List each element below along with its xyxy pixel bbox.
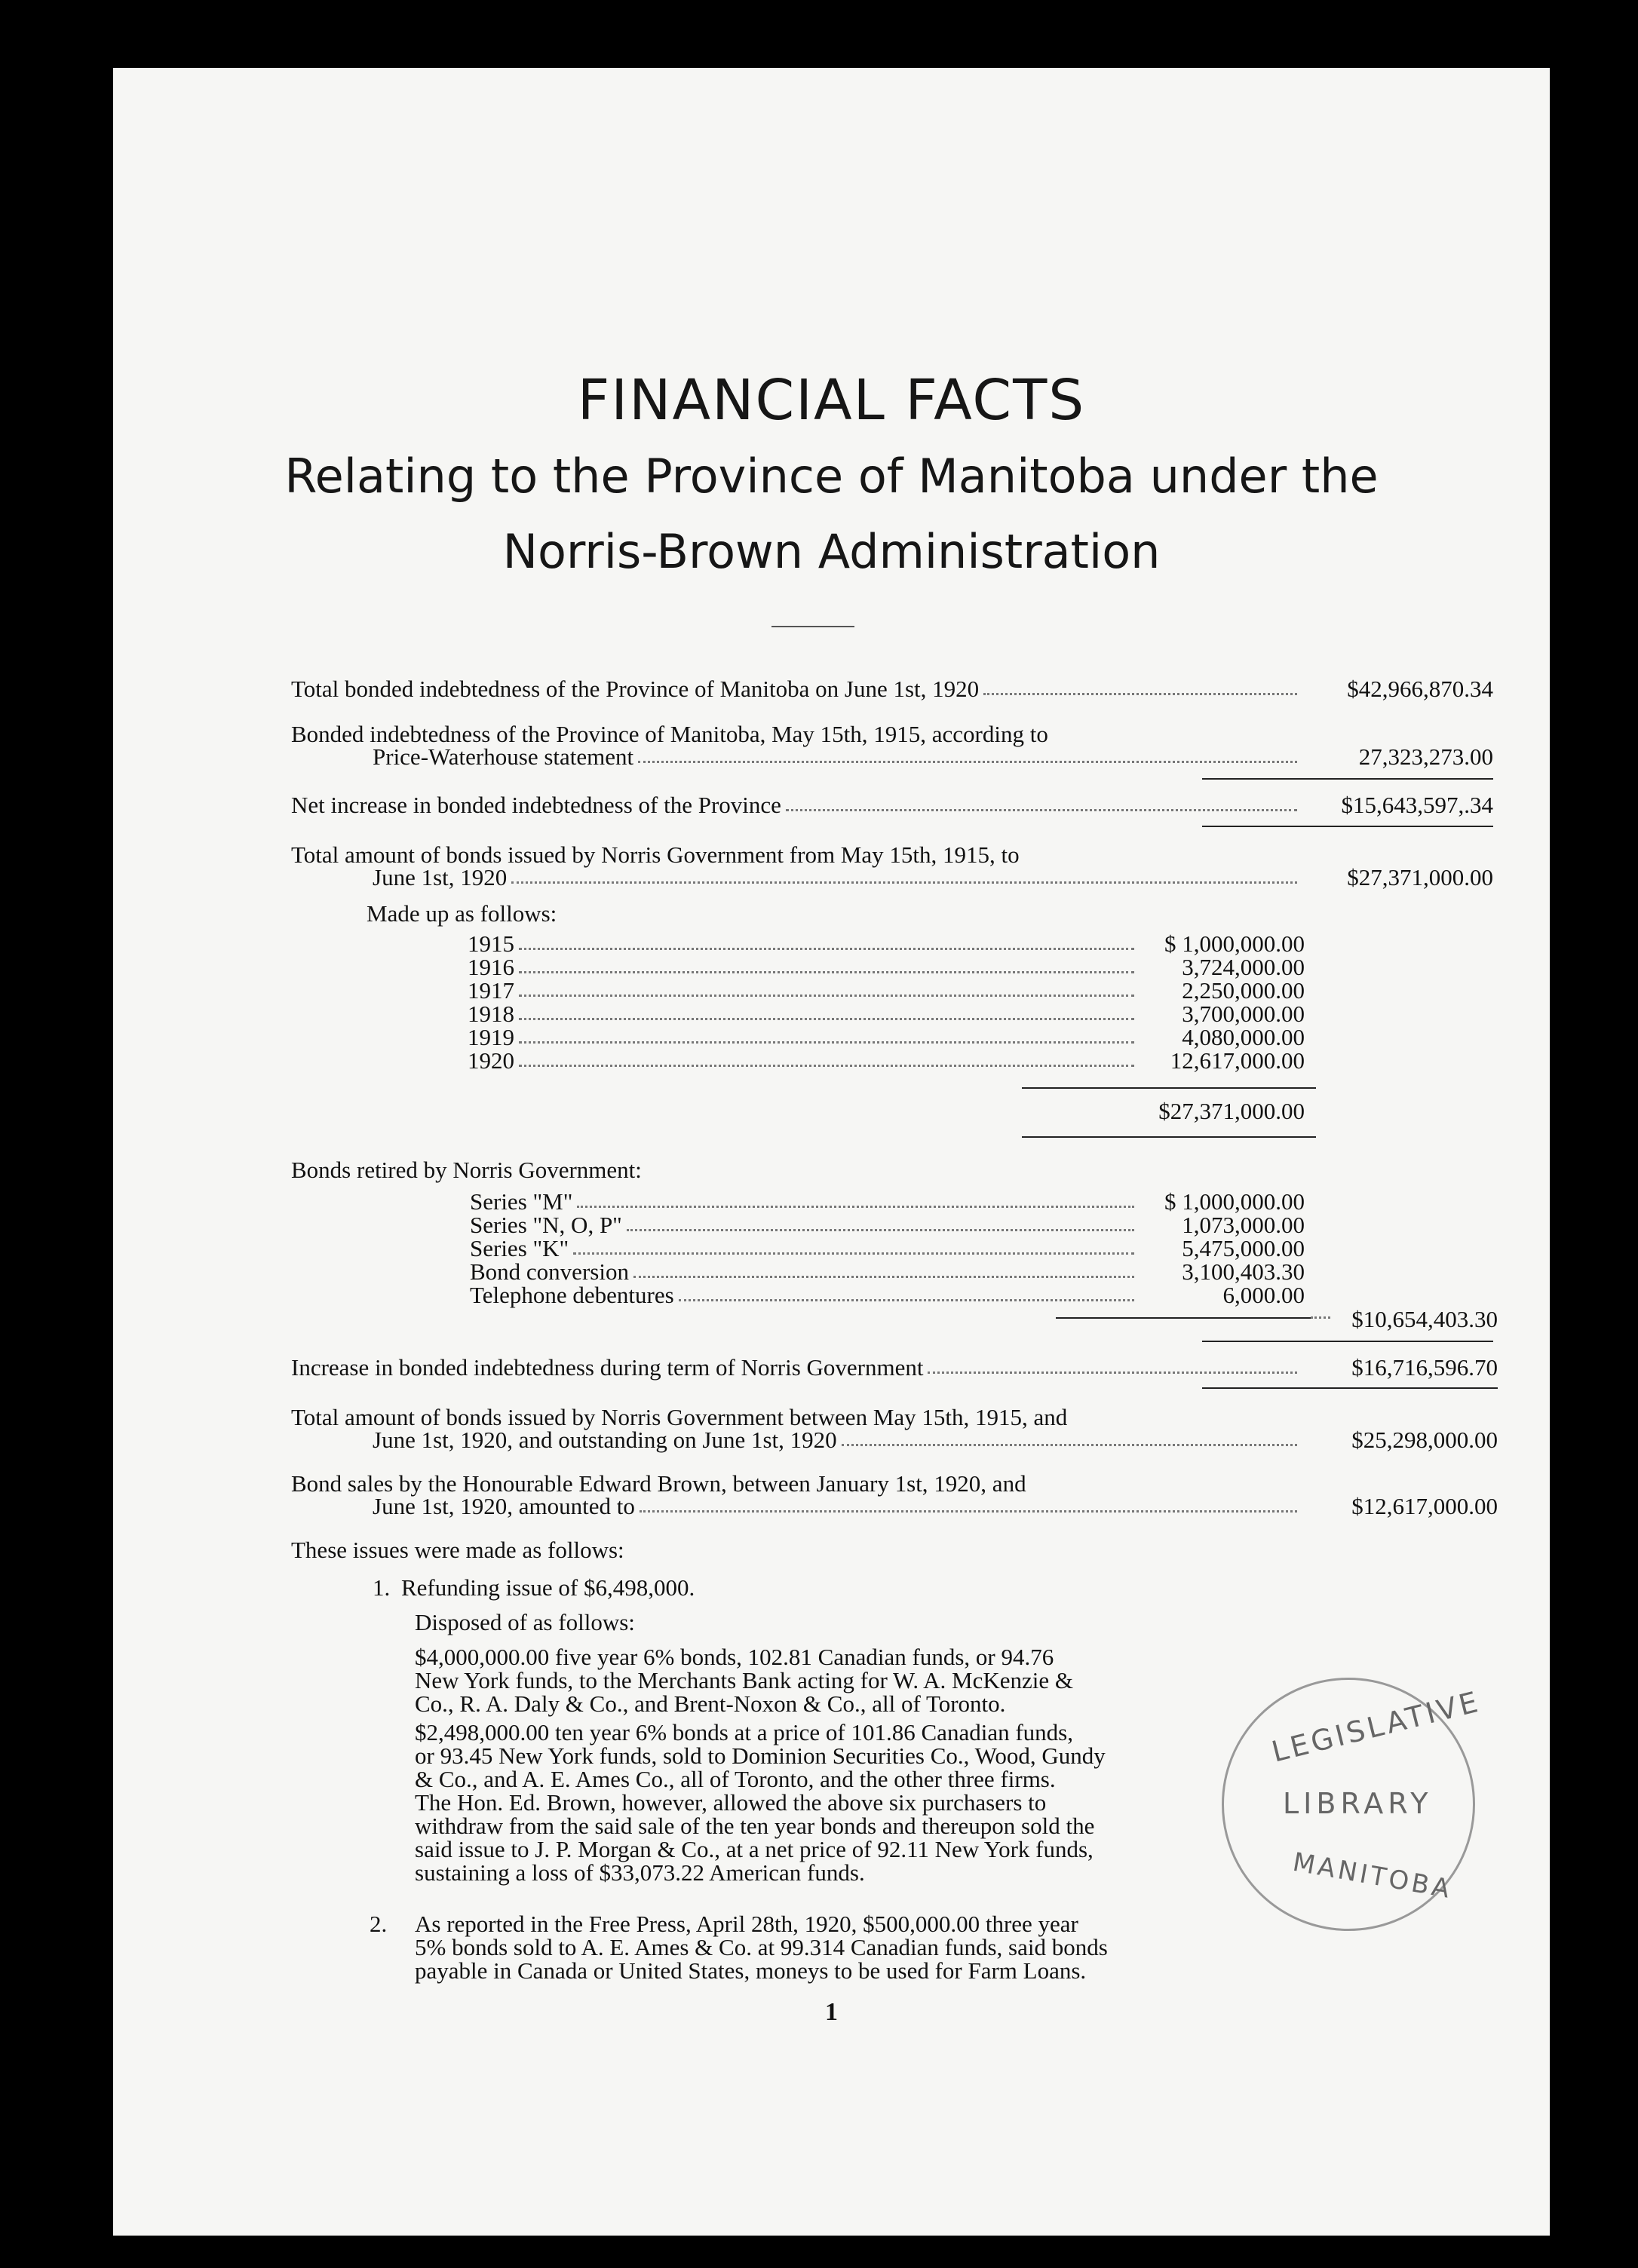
issue1-label: Refunding issue of $6,498,000. [401, 1574, 695, 1601]
bonded-1915-amount: 27,323,273.00 [1358, 743, 1493, 770]
rule [1202, 1341, 1493, 1342]
paragraph-line: or 93.45 New York funds, sold to Dominion Securities Co., Wood, Gundy [415, 1742, 1106, 1769]
year-label: 1918 [468, 1001, 514, 1027]
year-label: 1917 [468, 977, 514, 1004]
retired-series-label: Telephone debentures [470, 1282, 674, 1308]
year-amount: 12,617,000.00 [1170, 1047, 1305, 1074]
paragraph-line: & Co., and A. E. Ames Co., all of Toronto, and the other three firms. [415, 1766, 1056, 1792]
retired-series-label: Bond conversion [470, 1258, 629, 1285]
retired-amount: 1,073,000.00 [1182, 1212, 1305, 1238]
outstanding-line2: June 1st, 1920, and outstanding on June 1st, 1920 [373, 1427, 837, 1453]
year-label: 1916 [468, 954, 514, 980]
total-issued-row [373, 866, 1302, 889]
document-subtitle-line2: Norris-Brown Administration [502, 524, 1161, 579]
retired-series-label: Series "M" [470, 1188, 573, 1215]
rule [1022, 1136, 1316, 1138]
retired-amount: 5,475,000.00 [1182, 1235, 1305, 1261]
outstanding-amount: $25,298,000.00 [1351, 1427, 1498, 1453]
title-divider [771, 626, 854, 627]
year-amount: 2,250,000.00 [1182, 977, 1305, 1004]
year-amount: $ 1,000,000.00 [1164, 930, 1305, 957]
sales-amount: $12,617,000.00 [1351, 1493, 1498, 1519]
total-bonded-amount: $42,966,870.34 [1347, 676, 1493, 702]
net-increase-label: Net increase in bonded indebtedness of the Province [291, 792, 781, 818]
year-label: 1919 [468, 1024, 514, 1050]
paragraph-line: withdraw from the said sale of the ten year bonds and thereupon sold the [415, 1813, 1095, 1839]
bonded-1915-row [373, 745, 1302, 768]
document-page [113, 68, 1550, 2236]
issue1-number: 1. [373, 1574, 391, 1601]
paragraph-line: payable in Canada or United States, moneys to be used for Farm Loans. [415, 1957, 1087, 1984]
paragraph-line: The Hon. Ed. Brown, however, allowed the above six purchasers to [415, 1789, 1047, 1816]
total-issued-amount: $27,371,000.00 [1347, 864, 1493, 890]
library-stamp [1222, 1678, 1484, 1931]
year-label: 1920 [468, 1047, 514, 1074]
outstanding-line1: Total amount of bonds issued by Norris Government between May 15th, 1915, and [291, 1404, 1068, 1430]
retired-series-label: Series "K" [470, 1235, 569, 1261]
sales-line2: June 1st, 1920, amounted to [373, 1493, 635, 1519]
bonded-1915-line2: Price-Waterhouse statement [373, 743, 634, 770]
rule [1202, 826, 1493, 827]
year-amount: 4,080,000.00 [1182, 1024, 1305, 1050]
rule [1022, 1087, 1316, 1089]
net-increase-amount: $15,643,597,.34 [1341, 792, 1493, 818]
sales-line1: Bond sales by the Honourable Edward Brown, between January 1st, 1920, and [291, 1470, 1026, 1497]
issue1-paragraph2 [415, 1721, 1316, 1884]
rule [1202, 778, 1493, 780]
total-bonded-label: Total bonded indebtedness of the Province of Manitoba on June 1st, 1920 [291, 676, 980, 702]
paragraph-line: $2,498,000.00 ten year 6% bonds at a price of 101.86 Canadian funds, [415, 1719, 1073, 1745]
outstanding-row [373, 1428, 1302, 1451]
paragraph-line: Co., R. A. Daly & Co., and Brent-Noxon & Co., all of Toronto. [415, 1690, 1006, 1717]
rule [1056, 1317, 1312, 1319]
issue2-paragraph [415, 1912, 1316, 1982]
year-amount: 3,700,000.00 [1182, 1001, 1305, 1027]
page-number: 1 [825, 1998, 838, 2026]
sales-row [373, 1494, 1302, 1518]
increase-term-label: Increase in bonded indebtedness during term of Norris Government [291, 1354, 924, 1381]
total-issued-line2: June 1st, 1920 [373, 864, 508, 890]
retired-amount: 6,000.00 [1222, 1282, 1305, 1308]
total-bonded-row [291, 677, 1302, 700]
total-issued-line1: Total amount of bonds issued by Norris Government from May 15th, 1915, to [291, 841, 1020, 868]
made-up-label: Made up as follows: [367, 900, 557, 927]
bonds-retired-label: Bonds retired by Norris Government: [291, 1157, 642, 1183]
issue1-disposed-label: Disposed of as follows: [415, 1609, 635, 1635]
year-amount: 3,724,000.00 [1182, 954, 1305, 980]
increase-term-row [291, 1356, 1302, 1379]
paragraph-line: 5% bonds sold to A. E. Ames & Co. at 99.314 Canadian funds, said bonds [415, 1934, 1108, 1960]
document-title: FINANCIAL FACTS [577, 368, 1086, 433]
document-subtitle-line1: Relating to the Province of Manitoba under the [284, 449, 1379, 504]
net-increase-row [291, 793, 1302, 817]
issue1-paragraph1 [415, 1645, 1316, 1715]
retired-series-label: Series "N, O, P" [470, 1212, 622, 1238]
bonded-1915-line1: Bonded indebtedness of the Province of Manitoba, May 15th, 1915, according to [291, 721, 1048, 747]
year-label: 1915 [468, 930, 514, 957]
retired-amount: $ 1,000,000.00 [1164, 1188, 1305, 1215]
issues-intro: These issues were made as follows: [291, 1537, 624, 1563]
paragraph-line: As reported in the Free Press, April 28th, 1920, $500,000.00 three year [415, 1911, 1078, 1937]
retired-total-amount: $10,654,403.30 [1351, 1306, 1498, 1332]
years-total-amount: $27,371,000.00 [1158, 1098, 1305, 1124]
paragraph-line: $4,000,000.00 five year 6% bonds, 102.81 Canadian funds, or 94.76 [415, 1644, 1054, 1670]
paragraph-line: said issue to J. P. Morgan & Co., at a net price of 92.11 New York funds, [415, 1836, 1094, 1862]
rule [1202, 1387, 1498, 1389]
stamp-top-text: LEGISLATIVE [1268, 1684, 1484, 1769]
stamp-bottom-text: MANITOBA [1290, 1847, 1455, 1905]
paragraph-line: New York funds, to the Merchants Bank acting for W. A. McKenzie & [415, 1667, 1074, 1693]
retired-amount: 3,100,403.30 [1182, 1258, 1305, 1285]
increase-term-amount: $16,716,596.70 [1351, 1354, 1498, 1381]
paragraph-line: sustaining a loss of $33,073.22 American funds. [415, 1859, 865, 1886]
stamp-middle-text: LIBRARY [1283, 1787, 1433, 1820]
issue2-number: 2. [370, 1911, 388, 1937]
